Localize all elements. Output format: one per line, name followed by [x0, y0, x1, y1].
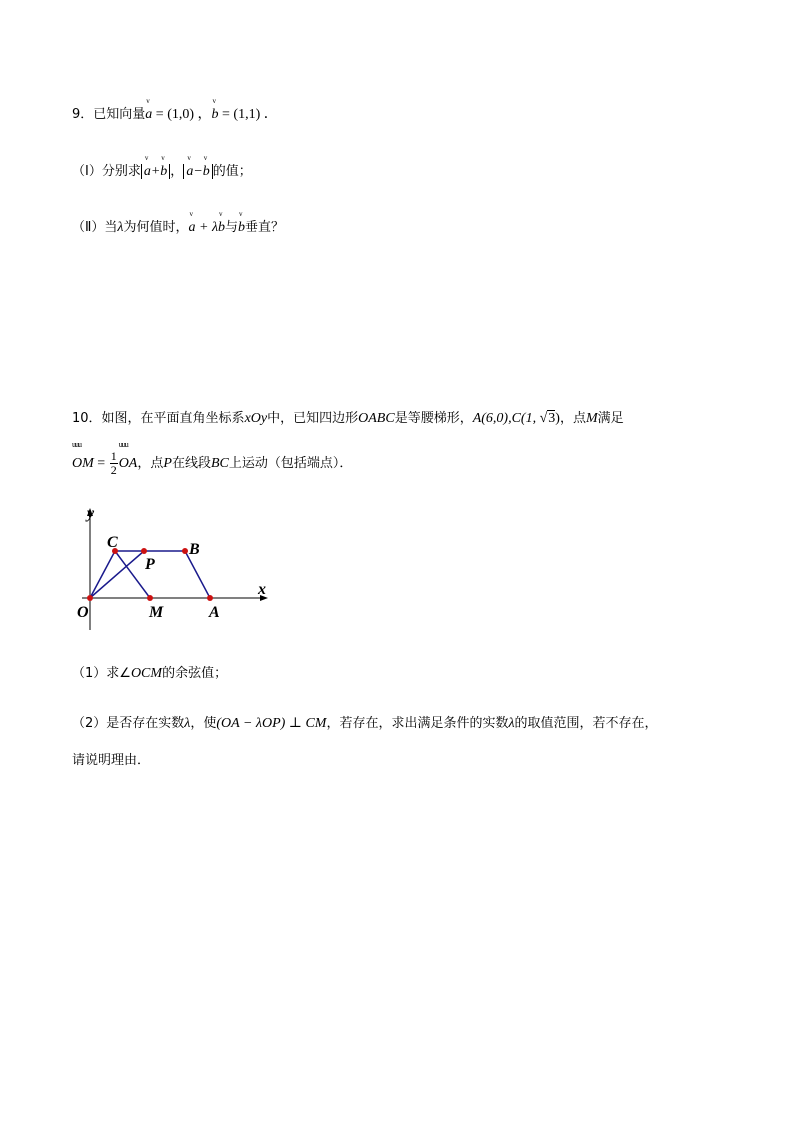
- abs-a-plus-b: v a+v b: [141, 164, 170, 179]
- vector-om: uuu OM: [72, 451, 94, 477]
- vector-oa: uuu OA: [119, 451, 138, 477]
- q9-part2-tail: 垂直？: [245, 220, 285, 235]
- q9-intro: 已知向量: [93, 107, 146, 122]
- point-b: [182, 548, 188, 554]
- q9-part1-sep: ，: [170, 164, 184, 179]
- segment-bc: BC: [210, 456, 229, 471]
- point-p: [141, 548, 147, 554]
- label-b: B: [189, 541, 200, 558]
- q9-stem: [72, 106, 278, 124]
- q10-text-g: 在线段: [171, 456, 211, 471]
- q10-number: 10．: [72, 411, 102, 426]
- q9-part2: [72, 219, 284, 237]
- vector-b-2: v b: [238, 219, 245, 237]
- coord-system: xOy: [244, 411, 268, 426]
- q10-part2-lead: （2）是否存在实数: [72, 716, 185, 731]
- label-x: x: [258, 581, 266, 598]
- label-o: O: [77, 604, 89, 621]
- q10-part2-tail2: 的取值范围，若不存在，: [514, 716, 658, 731]
- q10-part2: [72, 715, 658, 733]
- q10-text-d: ，点: [559, 411, 586, 426]
- label-c: C: [107, 534, 118, 551]
- q9-part2-lead: （Ⅱ）当: [72, 220, 118, 235]
- q10-text-e: 满足: [597, 411, 624, 426]
- fraction-one-half: $\frac{1}{2}$: [110, 449, 117, 477]
- q10-part2-tail: ，若存在，求出满足条件的实数: [326, 716, 509, 731]
- q10-part1-lead: （1）求∠: [72, 666, 131, 681]
- vector-a: v a: [145, 106, 152, 124]
- q10-intro: 如图，在平面直角坐标系: [101, 411, 245, 426]
- q10-text-b: 中，已知四边形: [267, 411, 359, 426]
- q9-part1: [72, 163, 252, 181]
- segment-ba: [185, 551, 210, 598]
- coord-a: A(6,0),: [472, 411, 512, 426]
- coord-c-end: ): [555, 411, 560, 426]
- q9-number: 9．: [72, 107, 94, 122]
- trapezoid-figure: [70, 500, 280, 630]
- point-m-label: M: [585, 411, 598, 426]
- label-m: M: [149, 604, 164, 621]
- coord-c: C(1,: [511, 411, 540, 426]
- vector-a-value: = (1,0) ，: [152, 107, 212, 122]
- expr-a-plus-lambda-b: v a + λv b: [189, 220, 226, 235]
- point-o: [87, 595, 93, 601]
- vector-b: v b: [212, 106, 219, 124]
- q9-part2-with: 与: [225, 220, 239, 235]
- lambda-symbol-2: λ: [184, 716, 191, 731]
- point-p-label: P: [163, 456, 172, 471]
- angle-ocm: OCM: [130, 666, 163, 681]
- point-m: [147, 595, 153, 601]
- sqrt-three: 3: [548, 411, 556, 426]
- lambda-symbol: λ: [117, 220, 124, 235]
- q10-part2-mid: ，使: [190, 716, 217, 731]
- q10-text-h: 上运动（包括端点）．: [228, 456, 353, 471]
- q10-text-f: ，点: [137, 456, 164, 471]
- abs-a-minus-b: v a−v b: [183, 164, 212, 179]
- q10-part2-cont: [72, 752, 150, 770]
- vector-b-value: = (1,1) ．: [218, 107, 278, 122]
- label-a: A: [209, 604, 220, 621]
- equals-sign: =: [93, 456, 109, 471]
- q9-part1-tail: 的值；: [212, 164, 252, 179]
- quad-name: OABC: [358, 411, 395, 426]
- lambda-symbol-3: λ: [508, 716, 515, 731]
- q9-part2-mid: 为何值时，: [123, 220, 189, 235]
- q9-part1-lead: （Ⅰ）分别求: [72, 164, 141, 179]
- segment-op: [90, 551, 144, 598]
- perpendicular-condition: (OA − λOP) ⊥ CM: [216, 716, 327, 731]
- q10-part1-tail: 的余弦值；: [162, 666, 228, 681]
- point-a: [207, 595, 213, 601]
- segment-oc: [90, 551, 115, 598]
- label-p: P: [145, 556, 155, 573]
- q10-stem: 10．如图，在平面直角坐标系xOy中，已知四边形OABC是等腰梯形，A(6,0),C(1, √3)，点M满足: [72, 411, 624, 426]
- label-y: y: [87, 505, 95, 522]
- q10-part2-last: 请说明理由．: [72, 753, 151, 768]
- q10-stem-2: [72, 450, 352, 477]
- q10-text-c: 是等腰梯形，: [394, 411, 473, 426]
- q10-part1: [72, 665, 227, 683]
